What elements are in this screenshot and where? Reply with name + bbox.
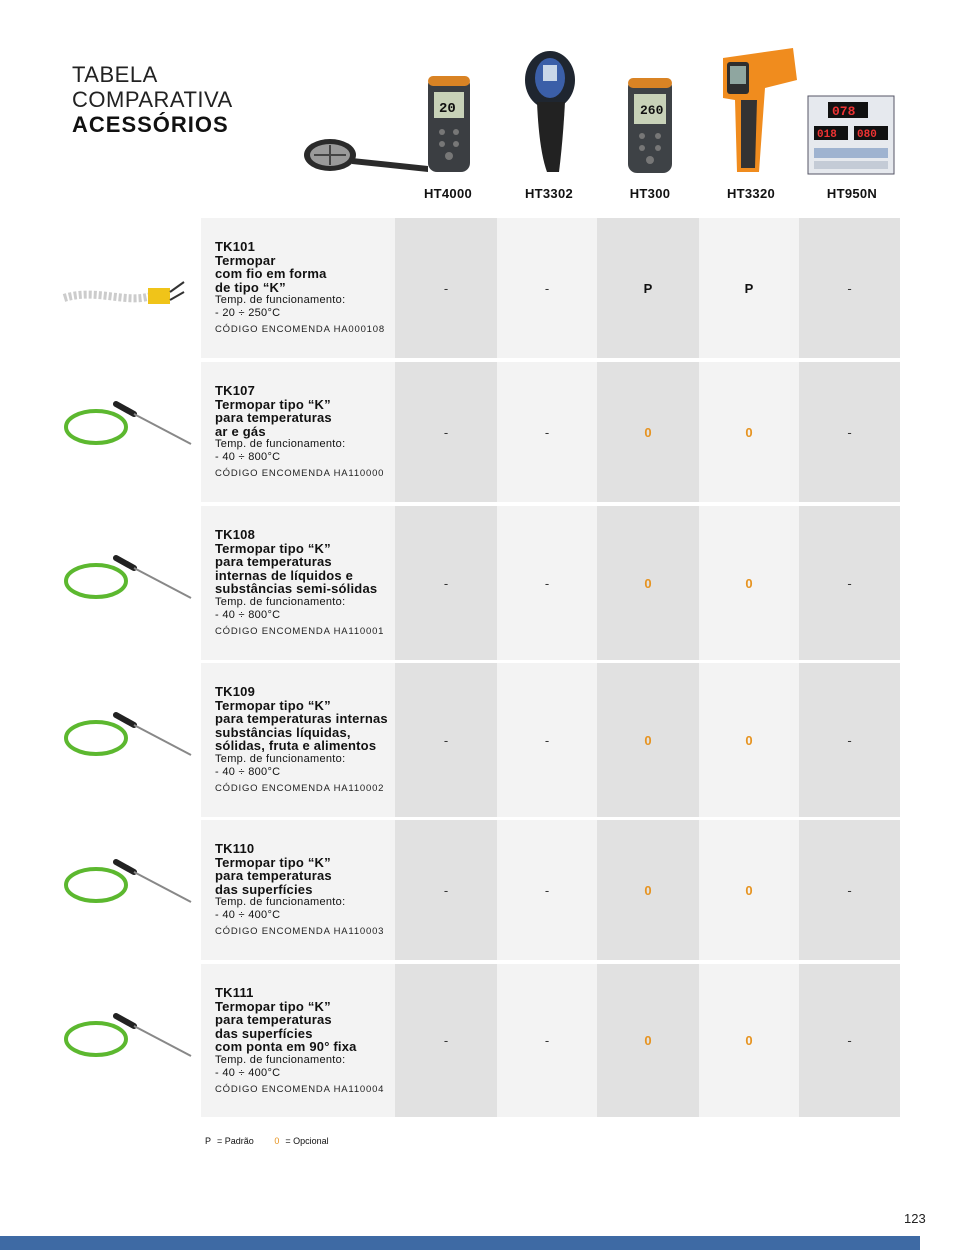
table-row: [201, 362, 900, 502]
product-ht300: [600, 40, 700, 205]
accessory-desc-line: das superfícies: [215, 1025, 313, 1041]
accessory-desc-line: Termopar: [215, 252, 276, 268]
accessory-model: TK108: [215, 527, 256, 542]
accessory-desc-line: ar e gás: [215, 423, 266, 439]
compat-cell-ht3302: -: [497, 964, 597, 1117]
temp-range: - 40 ÷ 400°C: [215, 909, 281, 921]
accessory-desc-line: Termopar tipo “K”: [215, 998, 331, 1014]
accessory-desc-line: para temperaturas: [215, 868, 332, 883]
ir-thermometer-icon: [499, 40, 599, 181]
order-code: CÓDIGO ENCOMENDA HA000108: [215, 324, 385, 335]
product-label: HT300: [629, 186, 671, 201]
compat-cell-ht3302: -: [497, 362, 597, 502]
thermocouple-probe-icon: [56, 840, 196, 930]
temp-range: - 20 ÷ 250°C: [215, 307, 281, 319]
order-code: CÓDIGO ENCOMENDA HA110004: [215, 1083, 385, 1095]
accessory-desc-line: para temperaturas internas: [215, 711, 388, 726]
accessory-desc-line: substâncias líquidas,: [215, 724, 351, 740]
accessory-description: [201, 506, 395, 660]
table-row: [201, 663, 900, 817]
compat-cell-ht3320: 0: [699, 964, 799, 1117]
panel-display-icon: [802, 40, 902, 181]
thermocouple-probe-icon: [56, 536, 196, 626]
page-title: [72, 62, 233, 137]
compat-cell-ht3320: 0: [699, 506, 799, 660]
thermocouple-probe-icon: [56, 382, 196, 472]
legend: [205, 1136, 335, 1146]
accessory-description: [201, 964, 395, 1117]
accessory-desc-line: Termopar tipo “K”: [215, 854, 331, 870]
compat-cell-ht300: P: [597, 218, 699, 358]
compat-cell-ht300: 0: [597, 964, 699, 1117]
order-code: CÓDIGO ENCOMENDA HA110002: [215, 782, 385, 794]
compat-cell-ht4000: -: [395, 506, 497, 660]
temp-label: Temp. de funcionamento:: [215, 595, 346, 608]
accessory-desc-line: para temperaturas: [215, 554, 332, 569]
compat-cell-ht3320: 0: [699, 820, 799, 960]
product-label: HT950N: [826, 186, 878, 201]
compat-cell-ht300: 0: [597, 362, 699, 502]
product-label: HT4000: [423, 186, 473, 201]
temp-range: - 40 ÷ 800°C: [215, 765, 281, 778]
anemometer-image: [300, 70, 470, 180]
thermocouple-probe-icon: [56, 994, 196, 1084]
table-row: [201, 506, 900, 660]
accessory-model: TK109: [215, 684, 256, 699]
accessory-desc-line: para temperaturas: [215, 410, 332, 425]
temp-range: - 40 ÷ 800°C: [215, 608, 281, 621]
thermocouple-probe-icon: [56, 693, 196, 783]
temp-label: Temp. de funcionamento:: [215, 752, 346, 765]
table-row: [201, 218, 900, 358]
compat-cell-ht4000: -: [395, 218, 497, 358]
svg-text:018: 018: [817, 129, 837, 141]
product-label: HT3302: [524, 186, 574, 201]
product-ht950n: [802, 40, 902, 205]
ir-thermometer-orange-icon: [701, 40, 801, 181]
legend-std-text: = Padrão: [217, 1136, 254, 1146]
accessory-desc-line: das superfícies: [215, 881, 313, 897]
accessory-description: [201, 820, 395, 960]
accessory-desc-line: Termopar tipo “K”: [215, 396, 331, 412]
svg-text:080: 080: [857, 129, 877, 141]
table-row: [201, 964, 900, 1117]
compat-cell-ht4000: -: [395, 820, 497, 960]
title-line-3: ACESSÓRIOS: [72, 112, 229, 137]
svg-text:20: 20: [439, 101, 456, 117]
compat-cell-ht3320: 0: [699, 663, 799, 817]
accessory-desc-line: internas de líquidos e: [215, 567, 354, 583]
accessory-description: [201, 362, 395, 502]
temp-range: - 40 ÷ 400°C: [215, 1066, 281, 1079]
accessory-model: TK101: [215, 239, 256, 254]
title-line-1: TABELA: [72, 62, 158, 87]
compat-cell-ht300: 0: [597, 820, 699, 960]
compat-cell-ht3302: -: [497, 820, 597, 960]
footer-bar: [0, 1236, 920, 1250]
product-label: HT3320: [726, 186, 776, 201]
accessory-desc-line: com fio em forma: [215, 266, 327, 281]
temp-range: - 40 ÷ 800°C: [215, 451, 281, 463]
compat-cell-ht950n: -: [799, 964, 900, 1117]
compat-cell-ht950n: -: [799, 218, 900, 358]
compat-cell-ht3302: -: [497, 506, 597, 660]
compat-cell-ht4000: -: [395, 964, 497, 1117]
svg-text:260: 260: [640, 103, 664, 118]
order-code: CÓDIGO ENCOMENDA HA110003: [215, 926, 385, 937]
compat-cell-ht3302: -: [497, 218, 597, 358]
order-code: CÓDIGO ENCOMENDA HA110000: [215, 468, 385, 479]
compat-cell-ht3320: P: [699, 218, 799, 358]
thermocouple-probe-icon: [56, 248, 196, 338]
accessory-desc-line: de tipo “K”: [215, 279, 286, 295]
compat-cell-ht950n: -: [799, 362, 900, 502]
compat-cell-ht3302: -: [497, 663, 597, 817]
accessory-model: TK110: [215, 841, 255, 856]
legend-std-key: P: [205, 1136, 212, 1146]
svg-text:078: 078: [832, 104, 856, 119]
title-line-2: COMPARATIVA: [72, 87, 233, 112]
product-ht3302: [499, 40, 599, 205]
accessory-desc-line: para temperaturas: [215, 1012, 332, 1027]
temp-label: Temp. de funcionamento:: [215, 294, 346, 306]
accessory-desc-line: Termopar tipo “K”: [215, 697, 331, 713]
accessory-desc-line: Termopar tipo “K”: [215, 540, 331, 556]
temp-label: Temp. de funcionamento:: [215, 438, 346, 450]
accessory-desc-line: sólidas, fruta e alimentos: [215, 738, 377, 753]
accessory-desc-line: substâncias semi-sólidas: [215, 581, 378, 596]
compat-cell-ht4000: -: [395, 663, 497, 817]
compat-cell-ht300: 0: [597, 663, 699, 817]
compat-cell-ht950n: -: [799, 820, 900, 960]
legend-opt-key: 0: [274, 1136, 280, 1146]
compat-cell-ht300: 0: [597, 506, 699, 660]
accessory-model: TK107: [215, 383, 256, 398]
accessory-description: [201, 218, 395, 358]
accessory-model: TK111: [215, 985, 254, 1000]
product-ht3320: [701, 40, 801, 205]
temp-label: Temp. de funcionamento:: [215, 896, 346, 908]
table-row: [201, 820, 900, 960]
accessory-description: [201, 663, 395, 817]
legend-opt-text: = Opcional: [285, 1136, 329, 1146]
compat-cell-ht950n: -: [799, 663, 900, 817]
thermometer-meter-icon: [600, 40, 700, 181]
order-code: CÓDIGO ENCOMENDA HA110001: [215, 625, 385, 637]
compat-cell-ht950n: -: [799, 506, 900, 660]
temp-label: Temp. de funcionamento:: [215, 1053, 346, 1066]
accessory-desc-line: com ponta em 90° fixa: [215, 1039, 357, 1054]
page-number: 123: [904, 1211, 926, 1226]
compat-cell-ht4000: -: [395, 362, 497, 502]
compat-cell-ht3320: 0: [699, 362, 799, 502]
